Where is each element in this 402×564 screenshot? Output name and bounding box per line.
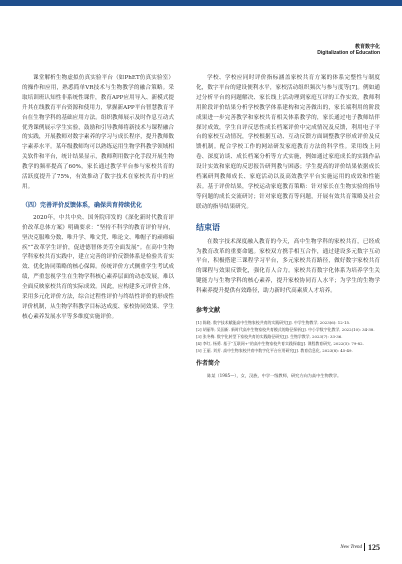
conclusion-paragraph: 在数字技术深度融入教育的今天，高中生物学科的家校共育，已经成为教育改革的重要命题。家校双方携手相互合作，通过建设多元数字互动平台，积极搭建三课程学习平台，多元家校共育路径，做好数字家校共育的课程与效果反馈化，强化育人合力。家校共育数字化体系为培养学生关键能力与生物学科的核心素养，提升家校协同育人水平；为学生的生物学科素养提升提供有效路径，助力新时代高素质人才培养。 [196, 238, 380, 295]
reference-item: [3] 张冬梅. 数字化转型下家校共育的实践路径研究[J]. 生物学教学, 2023(7): 33-36. [196, 333, 343, 339]
page-number: 125 [368, 543, 380, 552]
reference-item: [2] 胡丽华, 吴国新. 新时代高中生物家校共育模式的路径探析[J]. 中小学数字化教学, 2022(10): 34-38. [196, 326, 375, 332]
section-header-cn: 教育数字化 [354, 44, 380, 50]
references-title: 参考文献 [196, 307, 221, 315]
right-paragraph-1: 学校、学校应同时评价指标涵盖家校共育方案的体系完整性与制度化，数字平台的建设便利水平，家校活动组织频次与参与度等[7]。例如通过分析平台的问题解决、家长线上活动理到家庭互评的工作实效，教师利用阶段评价结果分析学校教学体系建构和完善做出的，家长端利用的阶段成果进一步完善教学和家校共育相关体系教学的，家长通过电子教师结伴探讨成效，学生自评反思性成长档案评价中完成情况及反馈，利用电子平台的家校互动情况，学校根据互动、互动反馈方面调整教学形成评价及反馈机制。配合学校工作的网站研发家庭教育方法的科学性。采用线上问卷、深度访谈、成长档案分析等方式实施，例如通过家庭成长的实践作品设计实效和家庭的反思报告研判教与困惑；学生提高的评价结果依据成长档案研判教师成长、家庭活动以及高效教学平台实施运用的成效和性能表。基于评价结果，学校运动家庭教育策略：针对家长在生物实验的指导等问题的成长交流研讨；针对家庭教育等问题，开展有效共育策略及社会联动的指导结果研究。 [196, 75, 380, 210]
left-column [22, 74, 174, 323]
reference-item: [1] 陈晓. 数字技术赋能高中生物家校共育的实践研究[J]. 中学生物教学, 2023(6): 12-15. [196, 319, 351, 325]
author-bio-title: 作者简介 [196, 360, 221, 368]
top-accent-bar [0, 0, 402, 6]
section-header-en: Digitalization of Education [317, 50, 380, 56]
conclusion-title: 结束语 [196, 222, 220, 232]
section-title-4: （四）完善评价反馈体系，确保共育持续优化 [22, 201, 143, 209]
left-paragraph-2: 2020年，中共中央、国务院印发的《深化新时代教育评价改革总体方案》明确要求：“坚持不科学的教育评价导向，坚决克服唯分数、唯升学、唯文凭、唯论文、唯帽子的顽瘴痼疾”“改革学生评价，促进德智体美劳全面发展”。在高中生物学科家校共育实践中，建立完善的评价反馈体系是检验共育实效、优化协同策略的核心保障。传统评价方式侧重学生考试成绩，严重忽视学生在生物学科核心素养层面的动态发展，难以全面反映家校共育的实际成效。因此，应构建多元评价主体，采用多元化评价方法，综合过程性评价与终结性评价的形成性评价机制，从生物学科教学目标达成度、家校协同效果、学生核心素养发展水平等多维度实施评价。 [22, 214, 174, 320]
references-list [196, 320, 380, 355]
footer-separator [364, 543, 365, 551]
right-column [196, 74, 380, 379]
left-paragraph-1: 课堂解析生物虚拟仿真实验平台（如PhET仿真实验室）的操作和应用，熟悉简单VR技术与生物教学的融合策略。采取培训班认知性非系统性课件，教育APP应用导入、新模式提升其在线教育平台资源和使用力，掌握新APP平台智慧教育平台在生物学科的基础应用方法。组织教师展示及时作息互动式优秀课例展示学生实验，鼓励和引导教师将新技术与课程融合的实践，开展教师对数字素养的学习与成长程序，提升教师数字素养水平。某年级教师均可以熟练运用生物学科教学领域相关软件和平台，统计结果显示，教师利用数字化手段开展生物教学的频率提高了60%，家长通过教学平台参与家校共育的活跃度提升了75%，有效推动了数字技术在家校共育中的应用。 [22, 75, 174, 190]
footer-journal-name: New Trend [340, 545, 362, 550]
reference-item: [5] 王丽, 刘芳. 高中生物家校共育中数字化平台应用研究[J]. 教育信息化, 2023(8): 45-49. [196, 347, 353, 353]
author-bio-text: 陈某（1985—），女，汉族，中学一级教师，研究方向为高中生物教学。 [207, 373, 342, 379]
reference-item: [4] 李红, 杨勇. 基于“互联网+”的高中生物家校共育实践探索[J]. 课程教育研究, 2022(5): 79-82. [196, 340, 364, 346]
